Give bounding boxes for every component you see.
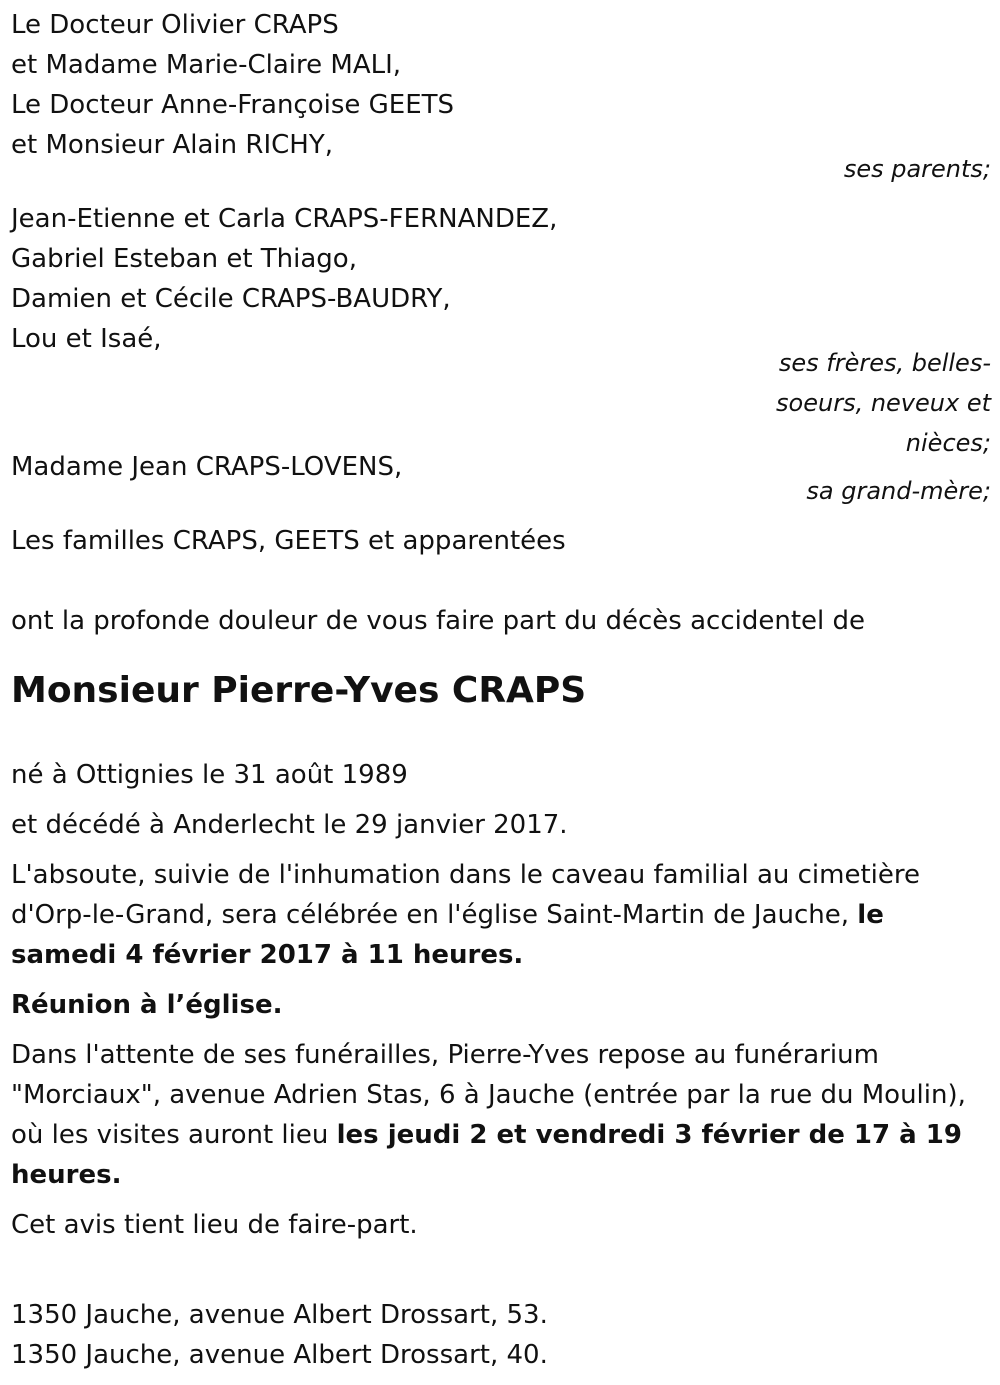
siblings-role-line: soeurs, neveux et (776, 389, 991, 417)
parents-role: ses parents; (843, 155, 991, 183)
parent-line: Le Docteur Olivier CRAPS (11, 10, 339, 40)
ceremony-date: le samedi 4 février 2017 à 11 heures. (11, 900, 884, 970)
birth-line: né à Ottignies le 31 août 1989 (11, 760, 408, 790)
siblings-role-line: nièces; (905, 429, 991, 457)
meeting-text: Réunion à l’église. (11, 990, 283, 1020)
parents-block (11, 5, 991, 189)
obituary-notice (11, 5, 991, 1375)
parent-line: Le Docteur Anne-Françoise GEETS (11, 90, 455, 120)
parent-line: et Madame Marie-Claire MALI, (11, 50, 402, 80)
announcement-line: ont la profonde douleur de vous faire part du décès accidentel de (11, 606, 866, 636)
grandmother-role: sa grand-mère; (806, 477, 991, 505)
notice-line: Cet avis tient lieu de faire-part. (11, 1210, 418, 1240)
grandmother-name: Madame Jean CRAPS-LOVENS, (11, 452, 403, 482)
sibling-line: Gabriel Esteban et Thiago, (11, 244, 357, 274)
families-line: Les familles CRAPS, GEETS et apparentées (11, 526, 566, 556)
sibling-line: Jean-Etienne et Carla CRAPS-FERNANDEZ, (11, 204, 558, 234)
visits-dates: les jeudi 2 et vendredi 3 février de 17 à 19 heures. (11, 1120, 962, 1190)
siblings-role-line: ses frères, belles- (778, 349, 991, 377)
address-line: 1350 Jauche, avenue Albert Drossart, 53. (11, 1300, 548, 1330)
visits-text: Dans l'attente de ses funérailles, Pierre-Yves repose au funérarium "Morciaux", avenue Adrien Stas, 6 à Jauche (entrée par la rue du Moulin), où les visites auront lieu (11, 1040, 966, 1150)
deceased-name: Monsieur Pierre-Yves CRAPS (11, 670, 587, 711)
ceremony-paragraph (11, 855, 991, 975)
ceremony-text: L'absoute, suivie de l'inhumation dans le caveau familial au cimetière d'Orp-le-Grand, sera célébrée en l'église Saint-Martin de Jauche, (11, 860, 921, 930)
grandmother-block (11, 447, 991, 511)
address-line: 1350 Jauche, avenue Albert Drossart, 40. (11, 1340, 548, 1370)
siblings-block (11, 199, 991, 463)
sibling-line: Lou et Isaé, (11, 324, 162, 354)
sibling-line: Damien et Cécile CRAPS-BAUDRY, (11, 284, 451, 314)
death-line: et décédé à Anderlecht le 29 janvier 2017. (11, 810, 568, 840)
visits-paragraph (11, 1035, 991, 1195)
parent-line: et Monsieur Alain RICHY, (11, 130, 333, 160)
meeting-line (11, 985, 991, 1025)
